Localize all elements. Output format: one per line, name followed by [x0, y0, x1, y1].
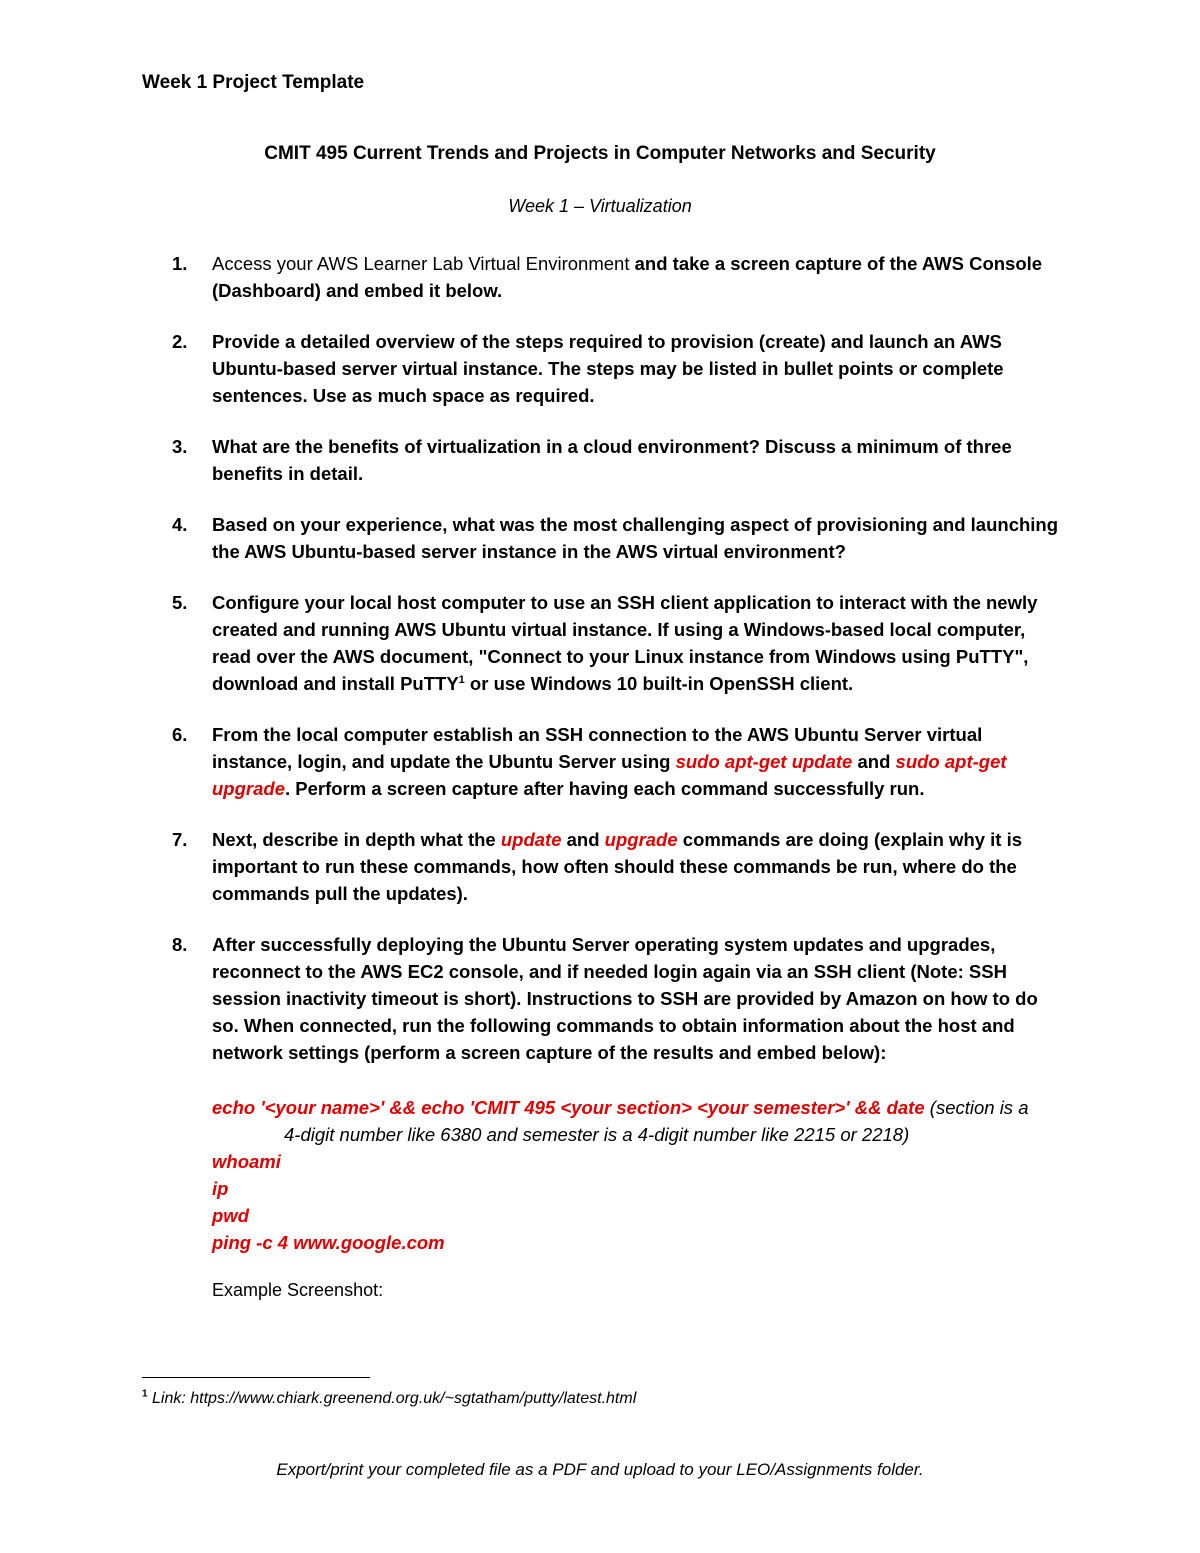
question-text: . Perform a screen capture after having each command successfully run. [284, 778, 925, 799]
footnote-link-text[interactable]: Link: https://www.chiark.greenend.org.uk/~sgtatham/putty/latest.html [147, 1390, 637, 1407]
question-1 [172, 250, 1062, 304]
question-text: Provide a detailed overview of the steps required to provision (create) and launch an AWS Ubuntu-based server virtual instance. The steps may be listed in bullet points or complete sentences. Use as much space as required. [212, 331, 1004, 406]
command-note-cont: 4-digit number like 6380 and semester is a 4-digit number like 2215 or 2218) [284, 1124, 910, 1145]
footnote-ref[interactable]: 1 [458, 673, 465, 686]
page-footer: Export/print your completed file as a PDF and upload to your LEO/Assignments folder. [276, 1460, 924, 1479]
question-number: 7. [172, 829, 188, 850]
question-text: After successfully deploying the Ubuntu Server operating system updates and upgrades, reconnect to the AWS EC2 console, and if needed login again via an SSH client (Note: SSH session inactivity timeout is short). Instructions to SSH are provided by Amazon on how to do so. When connected, run the following commands to obtain information about the host and network settings (perform a screen capture of the results and embed below): [212, 934, 1038, 1063]
command-ping: ping -c 4 www.google.com [212, 1232, 445, 1253]
page-header: Week 1 Project Template [142, 72, 365, 93]
keyword-update: update [500, 829, 562, 850]
week-title: Week 1 – Virtualization [508, 196, 692, 216]
question-8 [172, 931, 1062, 1066]
keyword-upgrade: upgrade [604, 829, 678, 850]
question-text: and [561, 829, 605, 850]
example-screenshot-label: Example Screenshot: [212, 1280, 384, 1300]
question-text: Based on your experience, what was the most challenging aspect of provisioning and launching the AWS Ubuntu-based server instance in the AWS virtual environment? [212, 514, 1059, 562]
command-pwd: pwd [212, 1205, 249, 1226]
question-text: commands are doing (explain why it is important to run these commands, how often should these commands be run, where do the commands pull the updates). [212, 829, 1023, 904]
command-echo-line [212, 1094, 1072, 1121]
question-list [172, 250, 1062, 1090]
question-5 [172, 589, 1062, 697]
question-number: 4. [172, 514, 188, 535]
command-update: sudo apt-get update [675, 751, 853, 772]
footnote-separator [142, 1377, 370, 1378]
question-number: 5. [172, 592, 188, 613]
question-3 [172, 433, 1062, 487]
footnote [142, 1390, 636, 1408]
command-upgrade: sudo apt-get upgrade [212, 751, 1007, 799]
command-echo: echo '<your name>' && echo 'CMIT 495 <your section> <your semester>' && date [212, 1097, 925, 1118]
question-7 [172, 826, 1062, 907]
question-2 [172, 328, 1062, 409]
command-note: (section is a [924, 1097, 1029, 1118]
footnote-marker: 1 [142, 1388, 148, 1400]
question-6 [172, 721, 1062, 802]
question-text: and take a screen capture of the AWS Console (Dashboard) and embed it below. [212, 253, 1043, 301]
question-text-cont: or use Windows 10 built-in OpenSSH client. [464, 673, 854, 694]
question-number: 8. [172, 934, 188, 955]
command-whoami: whoami [212, 1151, 281, 1172]
question-lead: Access your AWS Learner Lab Virtual Environment [212, 253, 630, 274]
question-number: 6. [172, 724, 188, 745]
command-ip: ip [212, 1178, 229, 1199]
question-number: 2. [172, 331, 188, 352]
course-title: CMIT 495 Current Trends and Projects in Computer Networks and Security [264, 143, 936, 164]
question-text: From the local computer establish an SSH connection to the AWS Ubuntu Server virtual instance, login, and update the Ubuntu Server using [212, 724, 983, 772]
question-number: 3. [172, 436, 188, 457]
question-text: What are the benefits of virtualization in a cloud environment? Discuss a minimum of three benefits in detail. [212, 436, 1012, 484]
question-text: Configure your local host computer to use an SSH client application to interact with the newly created and running AWS Ubuntu virtual instance. If using a Windows-based local computer, read over the AWS document, "Connect to your Linux instance from Windows using PuTTY", download and install PuTTY [212, 592, 1038, 694]
question-number: 1. [172, 253, 188, 274]
question-text: and [852, 751, 896, 772]
question-4 [172, 511, 1062, 565]
command-block [212, 1094, 1072, 1256]
question-text: Next, describe in depth what the [212, 829, 501, 850]
